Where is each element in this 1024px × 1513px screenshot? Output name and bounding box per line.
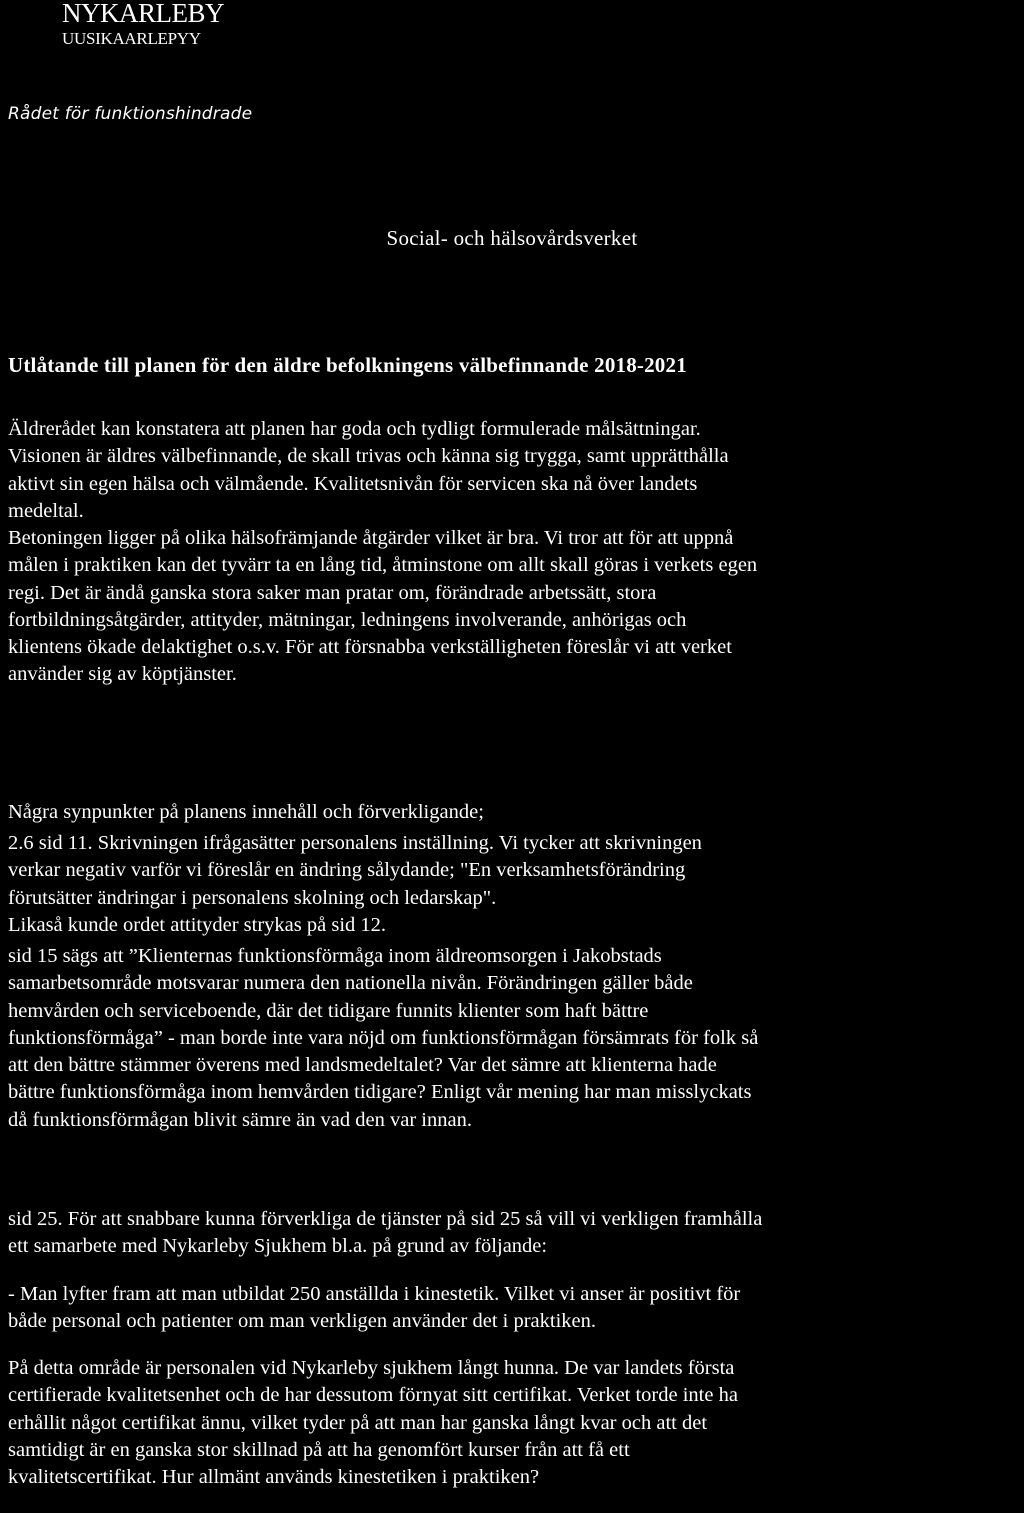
- text-line: Äldrerådet kan konstatera att planen har goda och tydligt formulerade målsättningar.: [8, 418, 701, 440]
- text-line: bättre funktionsförmåga inom hemvården tidigare? Enligt vår mening har man misslyckats: [8, 1081, 752, 1104]
- text-line: medeltal.: [8, 499, 84, 522]
- text-line: samtidigt är en ganska stor skillnad på att ha genomfört kurser från att få ett: [8, 1438, 630, 1461]
- paragraph-sid-15: [8, 943, 1022, 1134]
- text-line: Betoningen ligger på olika hälsofrämjande åtgärder vilket är bra. Vi tror att för att uppnå: [8, 527, 734, 549]
- text-line: 2.6 sid 11. Skrivningen ifrågasätter personalens inställning. Vi tycker att skrivningen: [8, 832, 702, 854]
- text-line: certifierade kvalitetsenhet och de har dessutom förnyat sitt certifikat. Verket torde inte ha: [8, 1384, 738, 1407]
- text-line: aktivt sin egen hälsa och välmående. Kvalitetsnivån för servicen ska nå över landets: [8, 472, 698, 495]
- text-line: samarbetsområde motsvarar numera den nationella nivån. Förändringen gäller både: [8, 972, 693, 995]
- text-line: sid 25. För att snabbare kunna förverkliga de tjänster på sid 25 så vill vi verkligen framhålla: [8, 1208, 763, 1230]
- recipient: Social- och hälsovårdsverket: [386, 226, 638, 250]
- text-line: både personal och patienter om man verkligen använder det i praktiken.: [8, 1310, 597, 1333]
- council-name: Rådet för funktionshindrade: [8, 104, 253, 124]
- paragraph-section-2-6: [8, 830, 1022, 939]
- letterhead: [62, 0, 224, 47]
- text-line: fortbildningsåtgärder, attityder, mätningar, ledningens involverande, anhörigas och: [8, 608, 687, 631]
- text-line: att den bättre stämmer överens med landsmedeltalet? Var det sämre att klienterna hade: [8, 1054, 717, 1076]
- municipality-name-finnish: UUSIKAARLEPYY: [62, 29, 201, 48]
- text-line: Likaså kunde ordet attityder strykas på sid 12.: [8, 913, 387, 936]
- text-line: På detta område är personalen vid Nykarleby sjukhem långt hunna. De var landets första: [8, 1357, 735, 1379]
- text-line: Visionen är äldres välbefinnande, de skall trivas och känna sig trygga, samt upprätthålla: [8, 445, 729, 468]
- text-line: sid 15 sägs att ”Klienternas funktionsförmåga inom äldreomsorgen i Jakobstads: [8, 945, 662, 967]
- text-line: regi. Det är ändå ganska stora saker man pratar om, förändrade arbetssätt, stora: [8, 581, 657, 604]
- paragraph-sid-25: [8, 1206, 1022, 1261]
- paragraph-intro: [8, 416, 1022, 689]
- text-line: - Man lyfter fram att man utbildat 250 anställda i kinestetik. Vilket vi anser är positivt för: [8, 1283, 741, 1305]
- municipality-name-swedish: NYKARLEBY: [62, 0, 224, 28]
- text-line: klientens ökade delaktighet o.s.v. För att försnabba verkställigheten föreslår vi att verket: [8, 636, 732, 658]
- text-line: erhållit något certifikat ännu, vilket tyder på att man har ganska långt kvar och att det: [8, 1411, 708, 1434]
- text-line: förutsätter ändringar i personalens skolning och ledarskap".: [8, 886, 497, 909]
- text-line: använder sig av köptjänster.: [8, 663, 237, 686]
- text-line: Några synpunkter på planens innehåll och förverkligande;: [8, 801, 484, 823]
- text-line: då funktionsförmågan blivit sämre än vad den var innan.: [8, 1108, 472, 1131]
- text-line: ett samarbete med Nykarleby Sjukhem bl.a. på grund av följande:: [8, 1235, 548, 1258]
- text-line: funktionsförmåga” - man borde inte vara nöjd om funktionsförmågan försämrats för folk så: [8, 1026, 759, 1049]
- paragraph-synpunkter: [8, 799, 1022, 826]
- document-heading: Utlåtande till planen för den äldre befolkningens välbefinnande 2018-2021: [8, 353, 687, 377]
- text-line: verkar negativ varför vi föreslår en ändring sålydande; "En verksamhetsförändring: [8, 859, 686, 882]
- paragraph-certifikat: [8, 1355, 1022, 1491]
- text-line: målen i praktiken kan det tyvärr ta en lång tid, åtminstone om allt skall göras i verkets egen: [8, 554, 758, 577]
- paragraph-kinestetik: [8, 1281, 1022, 1336]
- text-line: hemvården och serviceboende, där det tidigare funnits klienter som haft bättre: [8, 999, 649, 1022]
- text-line: kvalitetscertifikat. Hur allmänt används kinestetiken i praktiken?: [8, 1466, 540, 1488]
